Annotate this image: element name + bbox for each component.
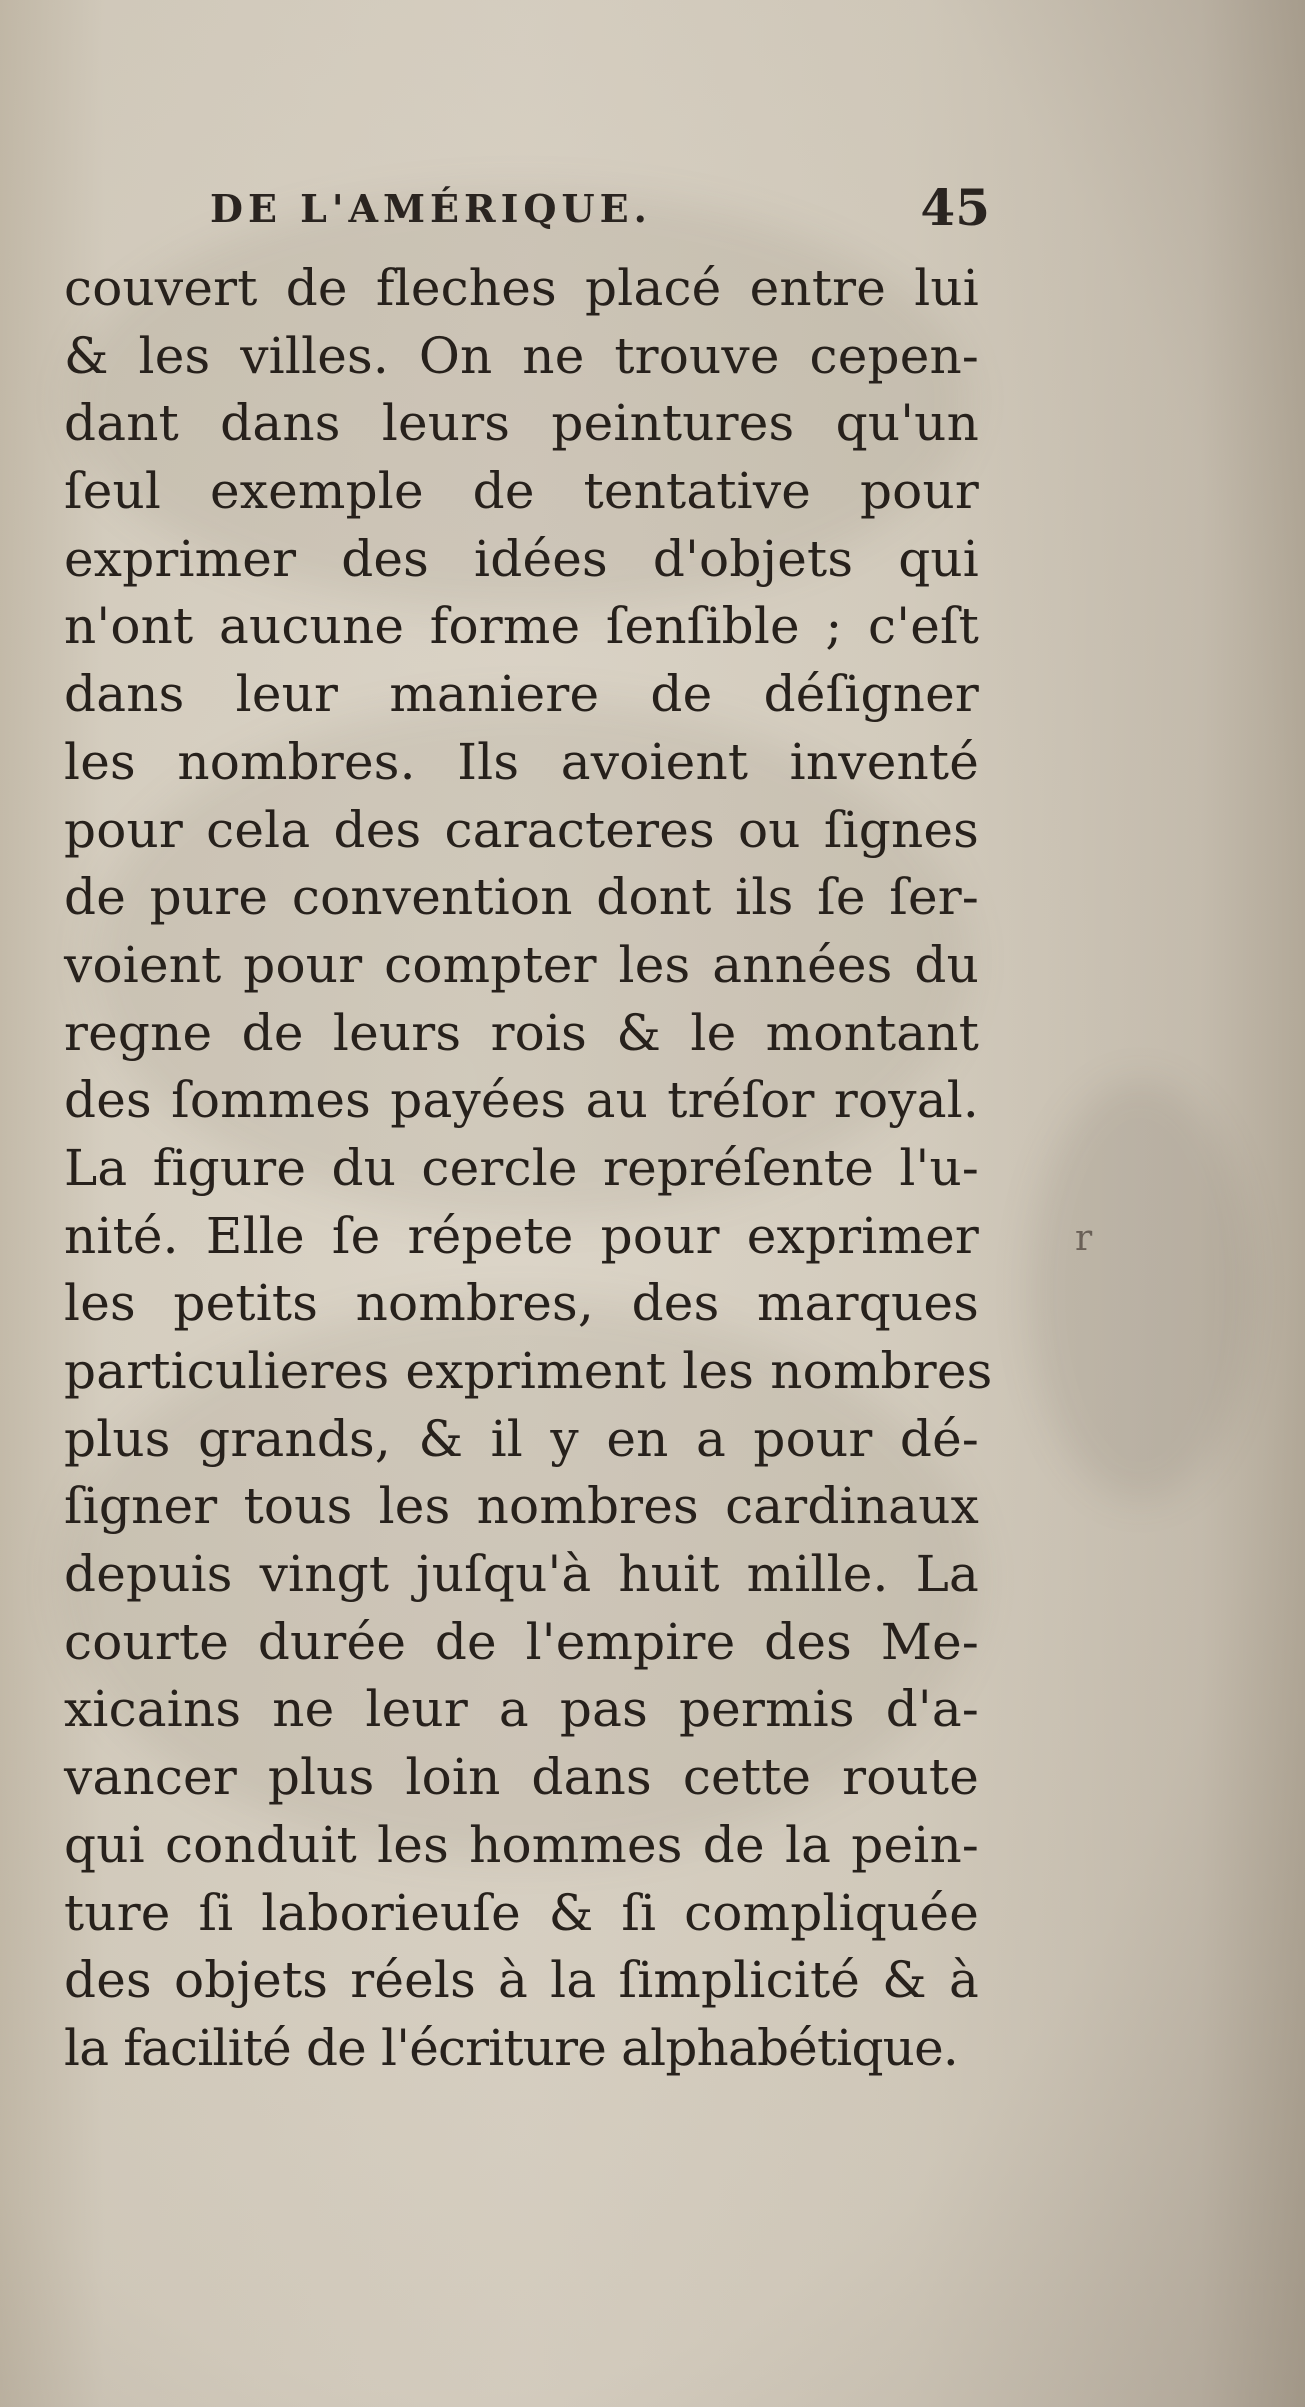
- page-header: [210, 178, 990, 248]
- text-line: exprimer des idées d'objets qui: [64, 529, 979, 588]
- running-title: DE L'AMÉRIQUE.: [210, 186, 652, 231]
- text-line: ture ſi laborieuſe & ſi compliquée: [64, 1883, 979, 1942]
- text-line: depuis vingt juſqu'à huit mille. La: [64, 1545, 979, 1604]
- text-line: La figure du cercle repréſente l'u-: [64, 1138, 979, 1197]
- text-line: nité. Elle ſe répete pour exprimer: [64, 1206, 979, 1265]
- text-line: dans leur maniere de déſigner: [64, 665, 979, 724]
- adjacent-page-shadow: [1030, 1080, 1250, 1500]
- text-line: pour cela des caracteres ou ſignes: [64, 800, 979, 859]
- text-line: de pure convention dont ils ſe ſer-: [64, 868, 979, 927]
- text-line: ſigner tous les nombres cardinaux: [64, 1477, 979, 1536]
- text-line: des objets réels à la ſimplicité & à: [64, 1951, 979, 2010]
- page-number: 45: [920, 178, 990, 237]
- text-line: & les villes. On ne trouve cepen-: [64, 326, 979, 385]
- text-line: couvert de fleches placé entre lui: [64, 259, 979, 317]
- text-line: ſeul exemple de tentative pour: [64, 462, 979, 521]
- text-line: la facilité de l'écriture alphabétique.: [64, 2018, 958, 2077]
- text-line: voient pour compter les années du: [64, 935, 979, 994]
- text-line: n'ont aucune forme ſenſible ; c'eſt: [64, 597, 979, 656]
- text-line: courte durée de l'empire des Me-: [64, 1612, 979, 1671]
- body-text: [64, 255, 993, 2083]
- text-line: dant dans leurs peintures qu'un: [64, 394, 979, 453]
- text-line: des ſommes payées au tréſor royal.: [64, 1071, 979, 1130]
- adjacent-page-fragment: r: [1075, 1218, 1093, 1259]
- text-line: les nombres. Ils avoient inventé: [64, 732, 979, 791]
- text-line: vancer plus loin dans cette route: [64, 1748, 979, 1807]
- text-line: particulieres expriment les nombres: [64, 1342, 993, 1400]
- text-line: plus grands, & il y en a pour dé-: [64, 1409, 979, 1468]
- text-line: xicains ne leur a pas permis d'a-: [64, 1680, 979, 1739]
- text-line: regne de leurs rois & le montant: [64, 1003, 979, 1062]
- text-line: qui conduit les hommes de la pein-: [64, 1815, 979, 1874]
- text-line: les petits nombres, des marques: [64, 1274, 979, 1333]
